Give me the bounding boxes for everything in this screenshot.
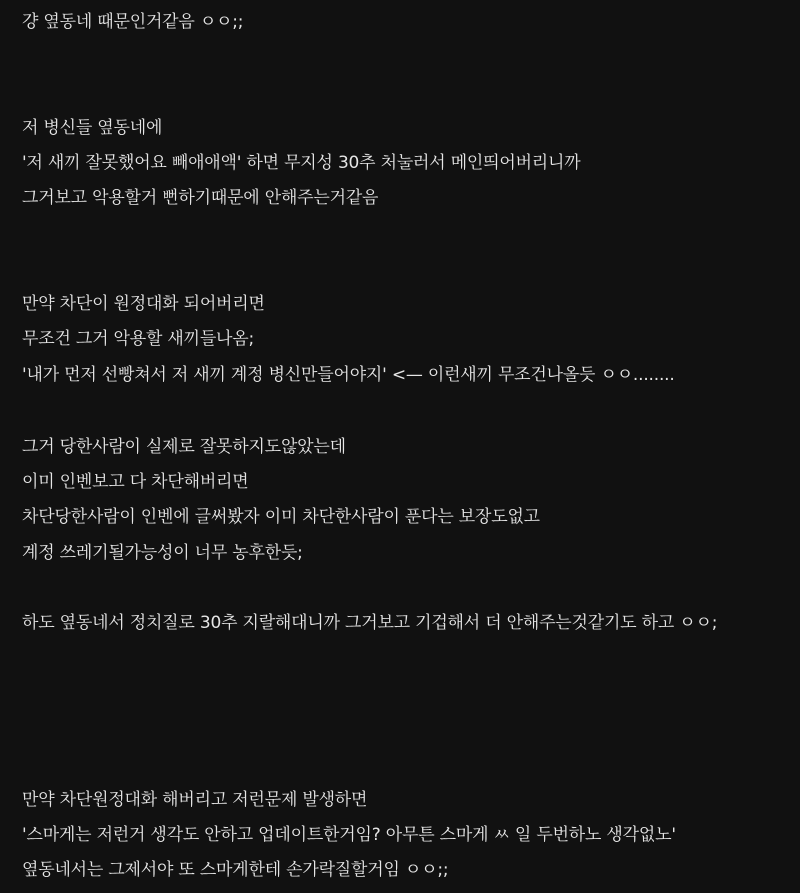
post-line: 이미 인벤보고 다 차단해버리면	[22, 472, 249, 492]
post-line: 계정 쓰레기될가능성이 너무 농후한듯;	[22, 543, 303, 563]
post-line: 만약 차단원정대화 해버리고 저런문제 발생하면	[22, 790, 368, 810]
post-line: 옆동네서는 그제서야 또 스마게한테 손가락질할거임 ㅇㅇ;;	[22, 860, 449, 880]
post-line: 무조건 그거 악용할 새끼들나옴;	[22, 329, 255, 349]
post-line: 하도 옆동네서 정치질로 30추 지랄해대니까 그거보고 기겁해서 더 안해주는것같기도 하고 ㅇㅇ;	[22, 613, 718, 633]
post-line: '스마게는 저런거 생각도 안하고 업데이트한거임? 아무튼 스마게 ㅆ 일 두번하노 생각없노'	[22, 825, 676, 845]
post-line: 그거보고 악용할거 뻔하기때문에 안해주는거같음	[22, 188, 379, 208]
post-line: 차단당한사람이 인벤에 글써봤자 이미 차단한사람이 푼다는 보장도없고	[22, 507, 540, 527]
post-line: '내가 먼저 선빵쳐서 저 새끼 계정 병신만들어야지' <— 이런새끼 무조건나올듯 ㅇㅇ........	[22, 365, 675, 385]
post-line: '저 새끼 잘못했어요 빼애애액' 하면 무지성 30추 처눌러서 메인띄어버리니까	[22, 153, 581, 173]
post-line: 그거 당한사람이 실제로 잘못하지도않았는데	[22, 437, 346, 457]
post-line: 만약 차단이 원정대화 되어버리면	[22, 294, 265, 314]
post-line: 저 병신들 옆동네에	[22, 118, 163, 138]
post-line: 걍 옆동네 때문인거같음 ㅇㅇ;;	[22, 12, 244, 32]
